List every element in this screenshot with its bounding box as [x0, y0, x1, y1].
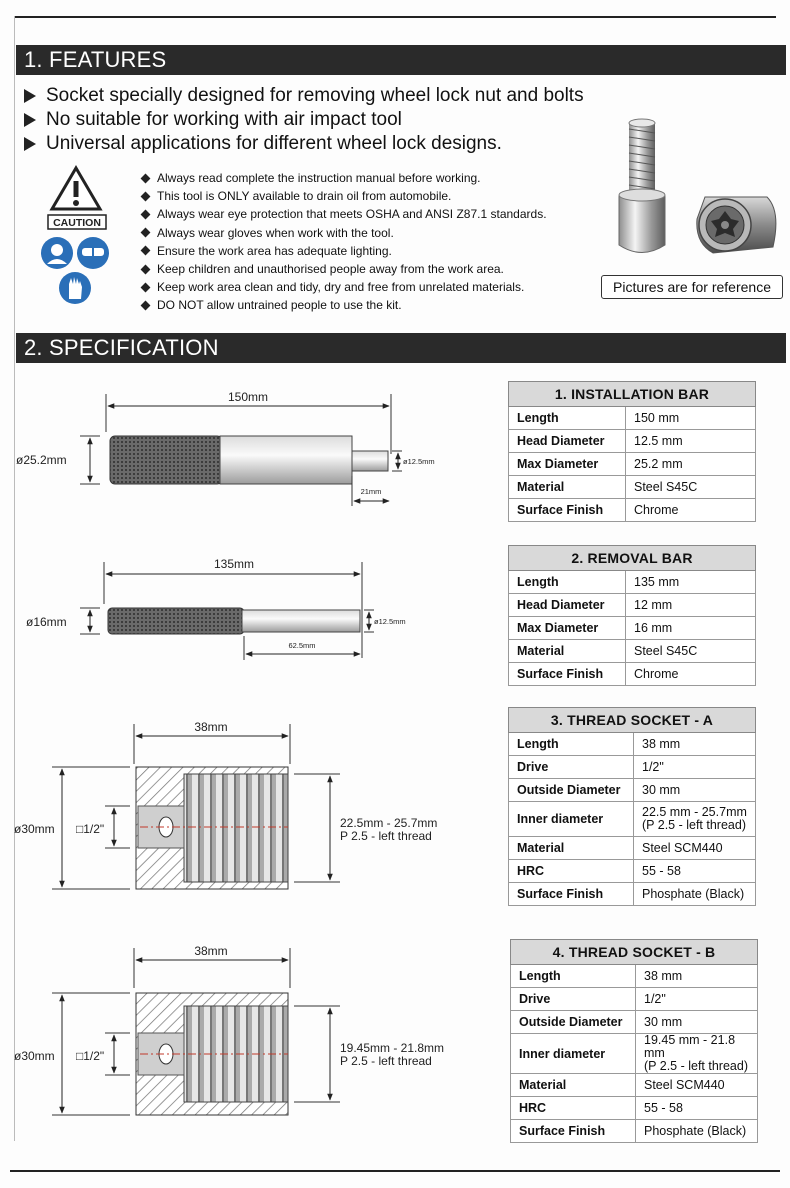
dim-length: 135mm: [213, 557, 255, 571]
diamond-bullet-icon: [141, 282, 151, 292]
diamond-bullet-icon: [141, 228, 151, 238]
safety-list: [140, 169, 547, 315]
safety-item: Always wear gloves when work with the tool.: [140, 224, 547, 242]
diamond-bullet-icon: [141, 246, 151, 256]
dim-tip-diameter: ø12.5mm: [374, 617, 406, 626]
thread-socket-a-drawing: [0, 712, 500, 902]
table-title: 3. THREAD SOCKET - A: [509, 708, 756, 733]
product-photo: [605, 115, 785, 273]
table-row: Inner diameter 19.45 mm - 21.8 mm (P 2.5 - left thread): [511, 1034, 758, 1074]
table-row: Length 135 mm: [509, 571, 756, 594]
diamond-bullet-icon: [141, 300, 151, 310]
table-title: 1. INSTALLATION BAR: [509, 382, 756, 407]
diamond-bullet-icon: [141, 264, 151, 274]
dim-shaft-length: 62.5mm: [288, 641, 316, 650]
dim-tip-length: 21mm: [360, 487, 382, 496]
safety-item: Ensure the work area has adequate lighting.: [140, 242, 547, 260]
bottom-border: [10, 1170, 780, 1172]
table-row: Material Steel SCM440: [511, 1074, 758, 1097]
features-heading: 1. FEATURES: [16, 45, 786, 75]
table-row: Length 150 mm: [509, 407, 756, 430]
dim-thread-pitch: P 2.5 - left thread: [340, 829, 432, 843]
dim-outer-diameter: ø30mm: [14, 1049, 55, 1063]
eye-protection-icon: [77, 237, 109, 269]
table-row: Surface Finish Chrome: [509, 663, 756, 686]
photo-caption: Pictures are for reference: [601, 275, 783, 299]
table-row: HRC 55 - 58: [509, 860, 756, 883]
diamond-bullet-icon: [141, 191, 151, 201]
arrow-right-icon: [24, 113, 36, 127]
thread-socket-a-table: [508, 707, 756, 906]
table-row: Drive 1/2": [509, 756, 756, 779]
gloves-icon: [59, 272, 91, 304]
thread-socket-b-table: [510, 939, 758, 1143]
feature-item: No suitable for working with air impact tool: [24, 108, 584, 132]
safety-item: DO NOT allow untrained people to use the kit.: [140, 296, 547, 314]
table-row: Head Diameter 12 mm: [509, 594, 756, 617]
thread-socket-b-drawing: [0, 936, 500, 1126]
specification-heading: 2. SPECIFICATION: [16, 333, 786, 363]
table-row: Outside Diameter 30 mm: [511, 1011, 758, 1034]
features-list: [24, 84, 584, 156]
feature-item: Socket specially designed for removing wheel lock nut and bolts: [24, 84, 584, 108]
diamond-bullet-icon: [141, 210, 151, 220]
dim-diameter: ø16mm: [26, 615, 67, 629]
table-row: Head Diameter 12.5 mm: [509, 430, 756, 453]
installation-bar-table: [508, 381, 756, 522]
removal-bar-drawing: [0, 548, 500, 668]
table-title: 4. THREAD SOCKET - B: [511, 940, 758, 965]
dim-thread-pitch: P 2.5 - left thread: [340, 1054, 432, 1068]
warning-triangle-icon: [36, 165, 122, 315]
table-row: Length 38 mm: [509, 733, 756, 756]
arrow-right-icon: [24, 137, 36, 151]
dim-outer-diameter: ø30mm: [14, 822, 55, 836]
dim-tip-diameter: ø12.5mm: [403, 457, 435, 466]
table-row: HRC 55 - 58: [511, 1097, 758, 1120]
safety-item: Keep children and unauthorised people away from the work area.: [140, 260, 547, 278]
caution-block: [36, 165, 122, 315]
top-border: [14, 16, 776, 18]
table-row: Surface Finish Chrome: [509, 499, 756, 522]
safety-item: This tool is ONLY available to drain oil from automobile.: [140, 187, 547, 205]
feature-item: Universal applications for different wheel lock designs.: [24, 132, 584, 156]
table-row: Outside Diameter 30 mm: [509, 779, 756, 802]
dim-length: 150mm: [227, 390, 269, 404]
safety-item: Keep work area clean and tidy, dry and free from unrelated materials.: [140, 278, 547, 296]
dim-drive: □1/2": [76, 1049, 105, 1063]
table-row: Length 38 mm: [511, 965, 758, 988]
removal-bar-table: [508, 545, 756, 686]
table-row: Inner diameter 22.5 mm - 25.7mm (P 2.5 - left thread): [509, 802, 756, 837]
safety-item: Always read complete the instruction manual before working.: [140, 169, 547, 187]
installation-bar-drawing: [0, 380, 500, 515]
caution-label: CAUTION: [53, 217, 101, 229]
wheel-bolt-image: [619, 119, 665, 253]
table-row: Drive 1/2": [511, 988, 758, 1011]
arrow-right-icon: [24, 89, 36, 103]
dim-drive: □1/2": [76, 822, 105, 836]
dim-length: 38mm: [194, 944, 228, 958]
table-row: Surface Finish Phosphate (Black): [511, 1120, 758, 1143]
dim-thread-range: 22.5mm - 25.7mm: [340, 816, 438, 830]
lock-nut-image: [697, 197, 776, 253]
table-row: Surface Finish Phosphate (Black): [509, 883, 756, 906]
dim-thread-range: 19.45mm - 21.8mm: [340, 1041, 445, 1055]
table-title: 2. REMOVAL BAR: [509, 546, 756, 571]
face-mask-icon: [41, 237, 73, 269]
table-row: Max Diameter 16 mm: [509, 617, 756, 640]
table-row: Max Diameter 25.2 mm: [509, 453, 756, 476]
dim-length: 38mm: [194, 720, 228, 734]
table-row: Material Steel S45C: [509, 640, 756, 663]
safety-item: Always wear eye protection that meets OSHA and ANSI Z87.1 standards.: [140, 205, 547, 223]
table-row: Material Steel S45C: [509, 476, 756, 499]
diamond-bullet-icon: [141, 173, 151, 183]
table-row: Material Steel SCM440: [509, 837, 756, 860]
dim-diameter: ø25.2mm: [16, 453, 67, 467]
